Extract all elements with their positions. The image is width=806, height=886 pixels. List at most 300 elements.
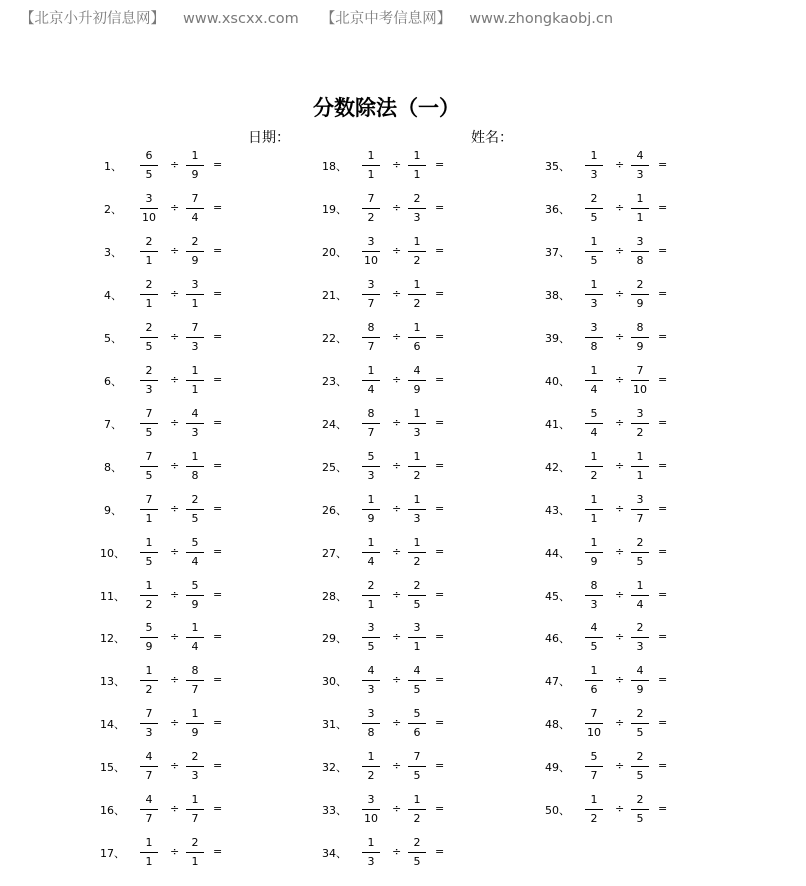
fraction-bar: [362, 852, 380, 853]
divide-sign: ÷: [615, 458, 625, 472]
numerator: 2: [413, 836, 421, 850]
equals-sign: =: [435, 716, 445, 730]
fraction-bar: [631, 208, 649, 209]
fraction-bar: [140, 680, 158, 681]
numerator: 2: [636, 621, 644, 635]
numerator: 1: [191, 449, 199, 463]
fraction-bar: [186, 466, 204, 467]
divide-sign: ÷: [392, 845, 402, 859]
denominator: 1: [413, 640, 421, 654]
fraction-bar: [585, 294, 603, 295]
denominator: 2: [413, 296, 421, 310]
numerator: 1: [590, 535, 598, 549]
divide-sign: ÷: [615, 415, 625, 429]
numerator: 1: [413, 320, 421, 334]
dividend-fraction: [360, 192, 382, 225]
denominator: 2: [413, 812, 421, 826]
divide-sign: ÷: [392, 372, 402, 386]
division-problem: [100, 621, 320, 655]
dividend-fraction: [583, 235, 605, 268]
denominator: 10: [364, 253, 378, 267]
divide-sign: ÷: [615, 544, 625, 558]
division-problem: [322, 793, 542, 827]
denominator: 1: [590, 511, 598, 525]
divide-sign: ÷: [615, 243, 625, 257]
denominator: 10: [364, 812, 378, 826]
equals-sign: =: [435, 673, 445, 687]
problem-number: 40、: [545, 374, 570, 388]
division-problem: [322, 621, 542, 655]
denominator: 9: [191, 597, 199, 611]
divisor-fraction: [406, 579, 428, 612]
numerator: 7: [191, 320, 199, 334]
divisor-fraction: [184, 407, 206, 440]
divisor-fraction: [406, 707, 428, 740]
fraction-bar: [362, 809, 380, 810]
denominator: 9: [191, 726, 199, 740]
division-problem: [100, 192, 320, 226]
fraction-bar: [408, 380, 426, 381]
divide-sign: ÷: [615, 158, 625, 171]
dividend-fraction: [360, 450, 382, 483]
denominator: 5: [191, 511, 199, 525]
fraction-bar: [408, 852, 426, 853]
denominator: 4: [191, 210, 199, 224]
denominator: 3: [367, 855, 375, 869]
dividend-fraction: [360, 407, 382, 440]
denominator: 7: [191, 683, 199, 697]
denominator: 6: [413, 726, 421, 740]
divide-sign: ÷: [392, 501, 402, 515]
problem-number: 41、: [545, 417, 570, 431]
fraction-bar: [140, 766, 158, 767]
fraction-bar: [186, 251, 204, 252]
problem-number: 16、: [100, 804, 125, 818]
divide-sign: ÷: [392, 759, 402, 773]
fraction-bar: [631, 552, 649, 553]
fraction-bar: [140, 637, 158, 638]
numerator: 5: [367, 449, 375, 463]
dividend-fraction: [138, 536, 160, 569]
denominator: 5: [145, 554, 153, 568]
fraction-bar: [585, 637, 603, 638]
numerator: 1: [590, 449, 598, 463]
fraction-bar: [408, 766, 426, 767]
divide-sign: ÷: [170, 802, 180, 816]
numerator: 1: [413, 234, 421, 248]
division-problem: [322, 149, 542, 183]
dividend-fraction: [360, 278, 382, 311]
problem-number: 36、: [545, 202, 570, 216]
fraction-bar: [631, 466, 649, 467]
fraction-bar: [408, 552, 426, 553]
division-problem: [545, 664, 765, 698]
division-problem: [100, 321, 320, 355]
division-problem: [100, 536, 320, 570]
fraction-bar: [186, 723, 204, 724]
denominator: 3: [636, 640, 644, 654]
divisor-fraction: [406, 664, 428, 697]
problem-number: 26、: [322, 503, 347, 517]
fraction-bar: [408, 680, 426, 681]
fraction-bar: [140, 380, 158, 381]
divisor-fraction: [406, 278, 428, 311]
fraction-bar: [186, 809, 204, 810]
divisor-fraction: [184, 149, 206, 182]
numerator: 1: [367, 149, 375, 162]
equals-sign: =: [213, 759, 223, 773]
divisor-fraction: [629, 579, 651, 612]
denominator: 4: [636, 597, 644, 611]
numerator: 7: [145, 449, 153, 463]
division-problem: [322, 235, 542, 269]
dividend-fraction: [138, 364, 160, 397]
problem-number: 4、: [104, 288, 122, 302]
numerator: 4: [413, 363, 421, 377]
division-problem: [100, 149, 320, 183]
divisor-fraction: [629, 235, 651, 268]
dividend-fraction: [138, 493, 160, 526]
denominator: 9: [145, 640, 153, 654]
equals-sign: =: [213, 501, 223, 515]
divide-sign: ÷: [615, 802, 625, 816]
fraction-bar: [408, 509, 426, 510]
fraction-bar: [186, 337, 204, 338]
divide-sign: ÷: [615, 587, 625, 601]
equals-sign: =: [213, 716, 223, 730]
dividend-fraction: [583, 664, 605, 697]
denominator: 5: [145, 468, 153, 482]
problem-number: 42、: [545, 460, 570, 474]
numerator: 1: [636, 191, 644, 205]
numerator: 8: [367, 406, 375, 420]
division-problem: [322, 750, 542, 784]
fraction-bar: [362, 723, 380, 724]
problem-number: 50、: [545, 804, 570, 818]
divisor-fraction: [406, 407, 428, 440]
numerator: 1: [590, 149, 598, 162]
division-problem: [545, 364, 765, 398]
divisor-fraction: [184, 664, 206, 697]
divisor-fraction: [406, 750, 428, 783]
dividend-fraction: [583, 579, 605, 612]
denominator: 7: [145, 769, 153, 783]
dividend-fraction: [583, 407, 605, 440]
numerator: 1: [413, 149, 421, 162]
numerator: 1: [636, 449, 644, 463]
problem-number: 46、: [545, 632, 570, 646]
division-problem: [322, 664, 542, 698]
denominator: 6: [590, 683, 598, 697]
denominator: 2: [145, 597, 153, 611]
division-problem: [545, 493, 765, 527]
division-problem: [322, 579, 542, 613]
equals-sign: =: [658, 759, 668, 773]
numerator: 8: [636, 320, 644, 334]
division-problem: [322, 536, 542, 570]
numerator: 5: [413, 707, 421, 721]
division-problem: [322, 707, 542, 741]
dividend-fraction: [583, 493, 605, 526]
division-problem: [322, 493, 542, 527]
denominator: 1: [145, 855, 153, 869]
fraction-bar: [362, 466, 380, 467]
denominator: 2: [636, 425, 644, 439]
denominator: 2: [367, 210, 375, 224]
numerator: 6: [145, 149, 153, 162]
problem-number: 49、: [545, 761, 570, 775]
numerator: 4: [636, 149, 644, 162]
divide-sign: ÷: [615, 673, 625, 687]
numerator: 4: [413, 664, 421, 678]
divide-sign: ÷: [170, 286, 180, 300]
problem-number: 6、: [104, 374, 122, 388]
dividend-fraction: [138, 235, 160, 268]
equals-sign: =: [435, 630, 445, 644]
numerator: 1: [590, 234, 598, 248]
numerator: 3: [367, 793, 375, 807]
denominator: 9: [636, 339, 644, 353]
divide-sign: ÷: [170, 673, 180, 687]
numerator: 3: [636, 406, 644, 420]
equals-sign: =: [658, 544, 668, 558]
division-problem: [322, 407, 542, 441]
site-header: [20, 7, 631, 28]
numerator: 1: [367, 363, 375, 377]
divide-sign: ÷: [170, 415, 180, 429]
divisor-fraction: [629, 450, 651, 483]
divisor-fraction: [184, 321, 206, 354]
fraction-bar: [362, 423, 380, 424]
denominator: 5: [636, 554, 644, 568]
denominator: 5: [590, 640, 598, 654]
numerator: 3: [636, 492, 644, 506]
denominator: 4: [367, 382, 375, 396]
numerator: 3: [413, 621, 421, 635]
numerator: 7: [367, 191, 375, 205]
problem-number: 27、: [322, 546, 347, 560]
equals-sign: =: [213, 630, 223, 644]
denominator: 6: [413, 339, 421, 353]
fraction-bar: [140, 294, 158, 295]
numerator: 2: [636, 793, 644, 807]
numerator: 1: [367, 492, 375, 506]
problem-number: 33、: [322, 804, 347, 818]
divisor-fraction: [629, 750, 651, 783]
dividend-fraction: [138, 278, 160, 311]
denominator: 3: [145, 382, 153, 396]
problem-number: 32、: [322, 761, 347, 775]
fraction-bar: [585, 809, 603, 810]
equals-sign: =: [658, 329, 668, 343]
numerator: 2: [145, 320, 153, 334]
fraction-bar: [186, 165, 204, 166]
numerator: 3: [590, 320, 598, 334]
division-problem: [545, 536, 765, 570]
equals-sign: =: [213, 802, 223, 816]
denominator: 5: [636, 812, 644, 826]
division-problem: [100, 793, 320, 827]
problem-number: 34、: [322, 847, 347, 861]
equals-sign: =: [213, 200, 223, 214]
problem-number: 31、: [322, 718, 347, 732]
denominator: 3: [413, 210, 421, 224]
equals-sign: =: [213, 673, 223, 687]
problem-number: 2、: [104, 202, 122, 216]
fraction-bar: [408, 637, 426, 638]
fraction-bar: [408, 723, 426, 724]
divide-sign: ÷: [392, 200, 402, 214]
denominator: 5: [590, 210, 598, 224]
denominator: 1: [367, 597, 375, 611]
denominator: 5: [413, 769, 421, 783]
denominator: 9: [191, 168, 199, 181]
equals-sign: =: [435, 501, 445, 515]
numerator: 1: [590, 277, 598, 291]
problem-number: 48、: [545, 718, 570, 732]
divide-sign: ÷: [170, 158, 180, 171]
numerator: 4: [636, 664, 644, 678]
divisor-fraction: [184, 579, 206, 612]
division-problem: [100, 664, 320, 698]
divide-sign: ÷: [392, 158, 402, 171]
division-problem: [322, 364, 542, 398]
problem-number: 39、: [545, 331, 570, 345]
denominator: 1: [191, 296, 199, 310]
divide-sign: ÷: [615, 200, 625, 214]
divide-sign: ÷: [170, 544, 180, 558]
denominator: 3: [191, 769, 199, 783]
denominator: 5: [145, 168, 153, 181]
equals-sign: =: [435, 372, 445, 386]
fraction-bar: [585, 165, 603, 166]
equals-sign: =: [658, 630, 668, 644]
numerator: 1: [191, 793, 199, 807]
problem-number: 37、: [545, 245, 570, 259]
problem-number: 14、: [100, 718, 125, 732]
division-problem: [322, 192, 542, 226]
divisor-fraction: [184, 493, 206, 526]
fraction-bar: [631, 294, 649, 295]
denominator: 3: [413, 511, 421, 525]
problem-number: 18、: [322, 160, 347, 173]
numerator: 8: [590, 578, 598, 592]
division-problem: [322, 836, 542, 870]
numerator: 1: [413, 449, 421, 463]
denominator: 2: [413, 253, 421, 267]
divisor-fraction: [629, 364, 651, 397]
denominator: 8: [636, 253, 644, 267]
division-problem: [100, 493, 320, 527]
fraction-bar: [408, 466, 426, 467]
numerator: 2: [367, 578, 375, 592]
equals-sign: =: [658, 372, 668, 386]
numerator: 3: [367, 707, 375, 721]
problem-number: 9、: [104, 503, 122, 517]
site2-url[interactable]: www.zhongkaobj.cn: [469, 11, 614, 27]
problem-number: 13、: [100, 675, 125, 689]
fraction-bar: [408, 337, 426, 338]
divide-sign: ÷: [170, 845, 180, 859]
equals-sign: =: [213, 845, 223, 859]
divisor-fraction: [406, 149, 428, 182]
numerator: 5: [590, 406, 598, 420]
divide-sign: ÷: [170, 630, 180, 644]
equals-sign: =: [435, 544, 445, 558]
dividend-fraction: [138, 321, 160, 354]
fraction-bar: [140, 165, 158, 166]
site2-name: 【北京中考信息网】: [320, 11, 452, 27]
equals-sign: =: [435, 587, 445, 601]
divide-sign: ÷: [170, 501, 180, 515]
numerator: 1: [413, 406, 421, 420]
fraction-bar: [140, 509, 158, 510]
fraction-bar: [140, 466, 158, 467]
dividend-fraction: [583, 707, 605, 740]
denominator: 7: [636, 511, 644, 525]
denominator: 9: [413, 382, 421, 396]
problem-number: 7、: [104, 417, 122, 431]
divisor-fraction: [629, 621, 651, 654]
equals-sign: =: [213, 286, 223, 300]
fraction-bar: [140, 423, 158, 424]
dividend-fraction: [138, 621, 160, 654]
equals-sign: =: [213, 372, 223, 386]
divide-sign: ÷: [170, 458, 180, 472]
divisor-fraction: [629, 192, 651, 225]
divisor-fraction: [406, 364, 428, 397]
denominator: 1: [145, 511, 153, 525]
fraction-bar: [186, 294, 204, 295]
equals-sign: =: [213, 458, 223, 472]
problem-number: 24、: [322, 417, 347, 431]
numerator: 2: [636, 750, 644, 764]
divide-sign: ÷: [615, 759, 625, 773]
division-problem: [545, 621, 765, 655]
dividend-fraction: [360, 149, 382, 182]
divide-sign: ÷: [170, 759, 180, 773]
equals-sign: =: [658, 200, 668, 214]
numerator: 8: [191, 664, 199, 678]
numerator: 3: [145, 191, 153, 205]
numerator: 1: [413, 277, 421, 291]
fraction-bar: [631, 723, 649, 724]
site1-url[interactable]: www.xscxx.com: [183, 11, 299, 27]
numerator: 7: [590, 707, 598, 721]
fraction-bar: [631, 766, 649, 767]
problem-number: 25、: [322, 460, 347, 474]
problem-number: 44、: [545, 546, 570, 560]
fraction-bar: [140, 723, 158, 724]
division-problem: [545, 707, 765, 741]
divisor-fraction: [184, 278, 206, 311]
divide-sign: ÷: [392, 587, 402, 601]
dividend-fraction: [138, 750, 160, 783]
denominator: 7: [145, 812, 153, 826]
dividend-fraction: [583, 321, 605, 354]
dividend-fraction: [360, 707, 382, 740]
denominator: 1: [145, 253, 153, 267]
numerator: 1: [191, 363, 199, 377]
numerator: 7: [413, 750, 421, 764]
fraction-bar: [140, 809, 158, 810]
numerator: 1: [191, 621, 199, 635]
denominator: 3: [367, 683, 375, 697]
divide-sign: ÷: [170, 716, 180, 730]
numerator: 2: [145, 363, 153, 377]
fraction-bar: [186, 595, 204, 596]
divide-sign: ÷: [615, 286, 625, 300]
